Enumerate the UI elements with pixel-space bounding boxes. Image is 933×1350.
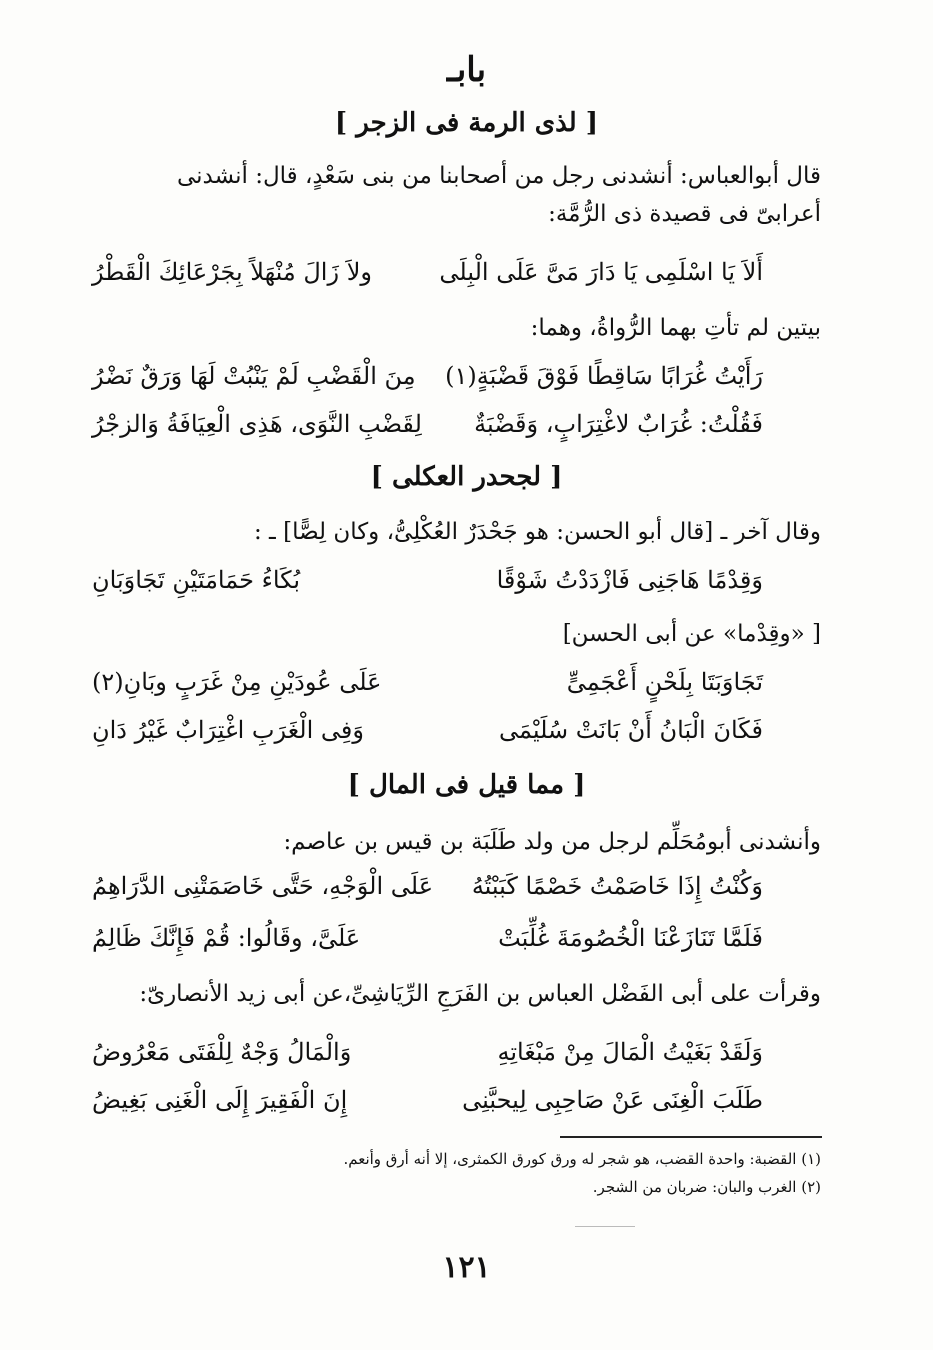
verse-hemistich-right: فَلَمَّا تَنَازَعْنَا الْخُصُومَةَ غُلِّبَتْ — [498, 924, 763, 952]
print-mark — [575, 1226, 635, 1227]
footnote-separator — [560, 1136, 822, 1138]
verse-hemistich-left: مِنَ الْقَضْبِ لَمْ يَنْبُتْ لَهَا وَرَقٌ نَضْرُ — [92, 362, 416, 390]
verse-hemistich-right: رَأَيْتُ غُرَابًا سَاقِطًا فَوْقَ قَضْبَةٍ(١) — [445, 362, 763, 390]
intro-line: قال أبوالعباس: أنشدنى رجل من أصحابنا من بنى سَعْدٍ، قال: أنشدنى — [176, 163, 821, 189]
verse-hemistich-left: لِقَضْبِ النَّوَى، هَذِى الْعِيَافَةُ وَالزجْرُ — [92, 410, 422, 438]
verse-hemistich-left: وَالْمَالُ وَجْهٌ لِلْفَتَى مَعْرُوضُ — [92, 1038, 352, 1066]
verse-hemistich-right: فَقُلْتُ: غُرَابٌ لاغْتِرَابٍ، وَقَضْبَةٌ — [474, 410, 763, 438]
chapter-title: بابـ — [446, 50, 487, 90]
verse-hemistich-right: وَقِدْمًا هَاجَنِى فَازْدَدْتُ شَوْقًا — [496, 566, 763, 594]
narration-note: بيتين لم تأتِ بهما الرُّواةُ، وهما: — [530, 315, 821, 341]
verse-hemistich-right: تَجَاوَبَتَا بِلَحْنٍ أَعْجَمِىٍّ — [566, 668, 763, 696]
verse-hemistich-left: عَلَى الْوَجْهِ، حَتَّى خَاصَمَتْنِى الدَّرَاهِمُ — [92, 872, 434, 900]
verse-hemistich-left: ولاَ زَالَ مُنْهَلاً بِجَرْعَائِكَ الْقَطْرُ — [92, 258, 372, 286]
intro-line: وقال آخر ـ [قال أبو الحسن: هو جَحْدَرٌ العُكْلِىُّ، وكان لِصًّا] ـ : — [253, 519, 821, 545]
verse-hemistich-right: فَكَانَ الْبَانُ أَنْ بَانَتْ سُلَيْمَى — [498, 716, 763, 744]
page-number: ١٢١ — [442, 1250, 491, 1285]
verse-hemistich-left: بُكَاءُ حَمَامَتَيْنِ تَجَاوَبَانِ — [92, 566, 301, 594]
intro-line: أعرابىّ فى قصيدة ذى الرُّمَّة: — [548, 201, 821, 227]
narration-note: وقرأت على أبى الفَضْل العباس بن الفَرَجِ الرِّيَاشِىِّ،عن أبى زيد الأنصارىّ: — [139, 981, 821, 1007]
section-title-jahdar: [ لجحدر العكلى ] — [370, 462, 563, 492]
verse-hemistich-right: وَلَقَدْ بَغَيْتُ الْمَالَ مِنْ مَبْغَاتِهِ — [497, 1038, 763, 1066]
verse-hemistich-right: وَكُنْتُ إِذَا خَاصَمْتُ خَصْمًا كَبَبْتُهُ — [471, 872, 763, 900]
verse-hemistich-left: وَفِى الْغَرَبِ اغْتِرَابٌ غَيْرُ دَانِ — [92, 716, 364, 744]
verse-hemistich-left: عَلَىَّ، وقَالُوا: قُمْ فَإِنَّكَ ظَالِمُ — [92, 924, 361, 952]
editorial-note: [ «وقِدْما» عن أبى الحسن] — [562, 621, 821, 647]
section-title-wealth: [ مما قيل فى المال ] — [347, 770, 586, 800]
verse-hemistich-left: إِنَ الْفَقِيرَ إِلَى الْغَنِى بَغِيضُ — [92, 1086, 348, 1114]
footnote: (١) القضبة: واحدة القضب، هو شجر له ورق كورق الكمثرى، إلا أنه أرق وأنعم. — [343, 1150, 821, 1168]
footnote: (٢) الغرب والبان: ضربان من الشجر. — [592, 1178, 821, 1196]
section-title-dhu-al-rumma: [ لذى الرمة فى الزجر ] — [334, 108, 599, 138]
verse-hemistich-left: عَلَى عُودَيْنِ مِنْ غَرَبٍ وبَانِ(٢) — [92, 668, 382, 696]
verse-hemistich-right: طَلَبَ الْغِنَى عَنْ صَاحِبِى لِيحبَّنِى — [462, 1086, 763, 1114]
verse-hemistich-right: أَلاَ يَا اسْلَمِى يَا دَارَ مَىَّ عَلَى الْبِلَى — [439, 258, 763, 286]
intro-line: وأنشدنى أبومُحَلِّم لرجل من ولد طَلَبَة بن قيس بن عاصم: — [283, 829, 821, 855]
